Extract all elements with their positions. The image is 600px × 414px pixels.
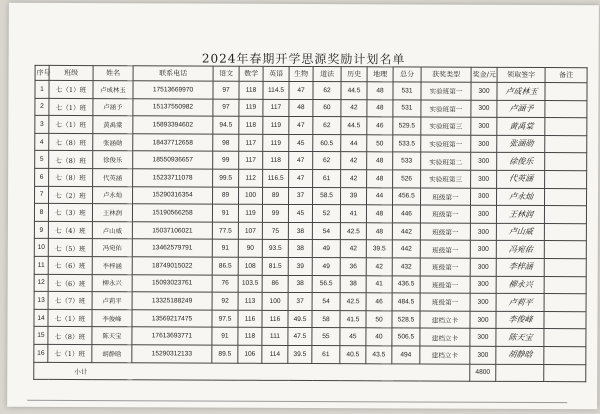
cell-class: 七（1）班 xyxy=(49,80,93,98)
cell-biology: 45 xyxy=(288,205,312,223)
cell-geography: 48 xyxy=(367,170,393,188)
cell-signature: 代英涵 xyxy=(495,170,546,188)
page-edge xyxy=(27,400,567,403)
cell-class: 七（1）班 xyxy=(49,98,93,116)
cell-index: 4 xyxy=(35,133,49,151)
cell-bonus: 300 xyxy=(471,100,497,118)
cell-total: 533 xyxy=(393,152,421,170)
cell-award-type: 班级第一 xyxy=(420,276,470,294)
cell-bonus: 300 xyxy=(470,241,496,259)
cell-phone: 15037106021 xyxy=(132,222,212,240)
header-geography: 地理 xyxy=(367,67,393,82)
cell-name: 卢成林玉 xyxy=(93,81,133,99)
cell-class: 七（1）班 xyxy=(48,309,92,327)
cell-history: 42.5 xyxy=(340,222,366,240)
cell-phone: 13325188249 xyxy=(132,292,212,310)
header-bonus: 奖金/元 xyxy=(471,67,497,82)
cell-geography: 48 xyxy=(367,152,393,170)
cell-geography: 46 xyxy=(367,117,393,135)
cell-name: 卢山威 xyxy=(92,221,132,239)
cell-class: 七（6）班 xyxy=(48,274,92,292)
cell-total: 529.5 xyxy=(393,117,421,135)
cell-morality-law: 58.5 xyxy=(313,187,341,205)
cell-biology: 38 xyxy=(288,275,312,293)
cell-phone: 17613693771 xyxy=(132,327,212,345)
cell-index: 5 xyxy=(35,151,49,169)
cell-morality-law: 60.5 xyxy=(313,134,341,152)
cell-chinese: 97.5 xyxy=(212,310,238,328)
cell-history: 44.5 xyxy=(341,82,367,100)
cell-award-type: 班级第一 xyxy=(420,293,470,311)
cell-phone: 13462579791 xyxy=(132,239,212,257)
cell-remarks xyxy=(544,206,586,224)
cell-award-type: 建档立卡 xyxy=(420,328,470,346)
cell-chinese: 91 xyxy=(212,327,238,345)
cell-history: 36 xyxy=(340,258,366,276)
cell-history: 39 xyxy=(341,187,367,205)
cell-english: 99 xyxy=(262,204,288,222)
cell-math: 113 xyxy=(238,292,262,310)
cell-math: 117 xyxy=(239,134,263,152)
cell-english: 118 xyxy=(263,152,289,170)
cell-signature: 张涵勋 xyxy=(495,135,546,153)
cell-morality-law: 49 xyxy=(312,257,340,275)
cell-award-type: 班级第一 xyxy=(421,188,471,206)
cell-biology: 48 xyxy=(289,99,313,117)
cell-total: 526 xyxy=(393,170,421,188)
cell-biology: 45 xyxy=(289,134,313,152)
cell-history: 41 xyxy=(340,205,366,223)
cell-english: 111 xyxy=(262,328,288,346)
award-table xyxy=(33,65,587,383)
cell-award-type: 实验班第一 xyxy=(421,100,471,118)
cell-math: 100 xyxy=(239,187,263,205)
cell-morality-law: 56.5 xyxy=(312,275,340,293)
cell-phone: 15093023761 xyxy=(132,274,212,292)
cell-bonus: 300 xyxy=(470,346,496,364)
cell-history: 42 xyxy=(341,170,367,188)
cell-bonus: 300 xyxy=(470,276,496,294)
cell-morality-law: 62 xyxy=(313,152,341,170)
cell-history: 42.5 xyxy=(340,293,366,311)
cell-geography: 42 xyxy=(366,258,392,276)
cell-name: 黄禹棠 xyxy=(93,116,133,134)
cell-morality-law: 52 xyxy=(312,205,340,223)
header-total: 总分 xyxy=(393,67,421,82)
cell-award-type: 班级第一 xyxy=(420,240,470,258)
cell-english: 89 xyxy=(263,187,289,205)
cell-phone: 15233711078 xyxy=(133,169,213,187)
cell-bonus: 300 xyxy=(471,153,497,171)
cell-biology: 47 xyxy=(289,81,313,99)
subtotal-label: 小计 xyxy=(34,362,470,381)
cell-signature: 卢涵予 xyxy=(496,100,547,118)
cell-total: 531 xyxy=(393,99,421,117)
cell-geography: 43.5 xyxy=(366,346,392,364)
cell-english: 114.5 xyxy=(263,81,289,99)
cell-class: 七（8）班 xyxy=(49,168,93,186)
cell-index: 3 xyxy=(35,116,49,134)
cell-geography: 48 xyxy=(367,82,393,100)
cell-award-type: 实验班第三 xyxy=(421,170,471,188)
cell-math: 116 xyxy=(238,310,262,328)
cell-remarks xyxy=(544,311,586,329)
cell-geography: 50 xyxy=(366,310,392,328)
cell-remarks xyxy=(545,118,587,136)
cell-history: 42 xyxy=(340,240,366,258)
cell-name: 冯宛佑 xyxy=(92,239,132,257)
cell-name: 徐俊乐 xyxy=(93,151,133,169)
cell-phone: 13569217475 xyxy=(132,309,212,327)
cell-remarks xyxy=(544,346,586,364)
cell-biology: 47 xyxy=(289,152,313,170)
cell-signature: 王林润 xyxy=(495,206,546,224)
cell-bonus: 300 xyxy=(471,82,497,100)
cell-signature: 黄禹棠 xyxy=(496,118,547,136)
cell-phone: 15137550982 xyxy=(133,98,213,116)
cell-history: 44 xyxy=(341,134,367,152)
cell-chinese: 97 xyxy=(213,81,239,99)
header-morality-law: 道法 xyxy=(313,67,341,82)
cell-history: 44.5 xyxy=(341,117,367,135)
cell-morality-law: 54 xyxy=(312,222,340,240)
cell-bonus: 300 xyxy=(471,135,497,153)
cell-class: 七（1）班 xyxy=(48,344,92,362)
cell-award-type: 实验班第三 xyxy=(421,117,471,135)
cell-math: 112 xyxy=(239,169,263,187)
cell-chinese: 89 xyxy=(213,187,239,205)
cell-phone: 15893394602 xyxy=(133,116,213,134)
cell-signature: 柳永兴 xyxy=(495,276,546,294)
cell-total: 456.5 xyxy=(393,187,421,205)
cell-english: 100 xyxy=(262,292,288,310)
cell-index: 1 xyxy=(35,80,49,98)
cell-signature: 李俊峰 xyxy=(495,311,546,329)
cell-biology: 49.5 xyxy=(288,310,312,328)
cell-total: 506.5 xyxy=(392,328,420,346)
cell-index: 14 xyxy=(34,309,48,327)
subtotal-row xyxy=(34,362,586,382)
cell-geography: 40 xyxy=(366,328,392,346)
cell-remarks xyxy=(545,135,587,153)
cell-signature: 卢成林玉 xyxy=(496,82,547,100)
header-name: 姓名 xyxy=(93,66,133,81)
cell-geography: 50 xyxy=(367,135,393,153)
cell-morality-law: 58 xyxy=(312,310,340,328)
cell-total: 531 xyxy=(393,82,421,100)
cell-english: 93.5 xyxy=(262,240,288,258)
cell-total: 494 xyxy=(392,346,420,364)
cell-signature: 徐俊乐 xyxy=(495,153,546,171)
cell-english: 119 xyxy=(263,117,289,135)
cell-total: 442 xyxy=(392,223,420,241)
cell-total: 442 xyxy=(392,240,420,258)
cell-index: 11 xyxy=(34,256,48,274)
cell-class: 七（4）班 xyxy=(48,221,92,239)
cell-math: 117 xyxy=(239,152,263,170)
cell-history: 45 xyxy=(340,328,366,346)
cell-chinese: 76 xyxy=(212,275,238,293)
cell-name: 卢永灿 xyxy=(93,186,133,204)
cell-english: 116 xyxy=(262,310,288,328)
cell-total: 484.5 xyxy=(392,293,420,311)
cell-phone: 15190566258 xyxy=(132,204,212,222)
cell-total: 446 xyxy=(392,205,420,223)
cell-bonus: 300 xyxy=(470,205,496,223)
cell-bonus: 300 xyxy=(471,117,497,135)
cell-biology: 47 xyxy=(289,169,313,187)
cell-english: 86 xyxy=(262,275,288,293)
cell-history: 38 xyxy=(340,275,366,293)
document-paper xyxy=(7,3,599,410)
cell-signature: 卢永灿 xyxy=(495,188,546,206)
cell-name: 张涵勋 xyxy=(93,133,133,151)
cell-name: 卢涵予 xyxy=(93,98,133,116)
cell-class: 七（8）班 xyxy=(48,327,92,345)
cell-award-type: 建档立卡 xyxy=(420,346,470,364)
cell-award-type: 班级第一 xyxy=(420,258,470,276)
cell-name: 柳永兴 xyxy=(92,274,132,292)
header-class: 班级 xyxy=(49,65,93,80)
cell-history: 40.5 xyxy=(340,346,366,364)
cell-remarks xyxy=(544,241,586,259)
cell-math: 118 xyxy=(238,328,262,346)
cell-biology: 39.5 xyxy=(288,345,312,363)
cell-award-type: 建档立卡 xyxy=(420,311,470,329)
cell-remarks xyxy=(544,276,586,294)
cell-class: 七（7）班 xyxy=(48,292,92,310)
cell-name: 卢莉平 xyxy=(92,292,132,310)
cell-math: 106 xyxy=(238,345,262,363)
cell-bonus: 300 xyxy=(471,188,497,206)
cell-index: 9 xyxy=(34,221,48,239)
cell-english: 116.5 xyxy=(263,169,289,187)
cell-remarks xyxy=(544,294,586,312)
cell-geography: 39.5 xyxy=(366,240,392,258)
cell-award-type: 实验班第一 xyxy=(421,135,471,153)
cell-geography: 48 xyxy=(367,99,393,117)
cell-name: 李梓涵 xyxy=(92,257,132,275)
cell-total: 533.5 xyxy=(393,135,421,153)
cell-award-type: 班级第一 xyxy=(420,205,470,223)
cell-phone: 18749015022 xyxy=(132,257,212,275)
cell-chinese: 97 xyxy=(213,99,239,117)
cell-remarks xyxy=(544,329,586,347)
cell-index: 16 xyxy=(34,344,48,362)
cell-morality-law: 61 xyxy=(312,345,340,363)
cell-history: 42 xyxy=(341,152,367,170)
cell-remarks xyxy=(545,171,587,189)
cell-chinese: 99 xyxy=(213,151,239,169)
cell-english: 119 xyxy=(263,134,289,152)
cell-index: 13 xyxy=(34,291,48,309)
cell-bonus: 300 xyxy=(470,223,496,241)
cell-index: 10 xyxy=(34,239,48,257)
cell-english: 81.5 xyxy=(262,257,288,275)
cell-total: 432 xyxy=(392,258,420,276)
cell-bonus: 300 xyxy=(470,311,496,329)
cell-remarks xyxy=(545,83,587,101)
cell-morality-law: 61 xyxy=(313,170,341,188)
cell-phone: 17513669970 xyxy=(133,81,213,99)
cell-morality-law: 54 xyxy=(312,293,340,311)
cell-award-type: 班级第一 xyxy=(420,223,470,241)
cell-chinese: 92 xyxy=(212,292,238,310)
cell-geography: 44 xyxy=(367,187,393,205)
cell-chinese: 77.5 xyxy=(212,222,238,240)
cell-math: 119 xyxy=(239,99,263,117)
cell-name: 代英涵 xyxy=(93,169,133,187)
cell-class: 七（1）班 xyxy=(49,116,93,134)
cell-signature: 陈天宝 xyxy=(495,329,546,347)
header-chinese: 语文 xyxy=(213,66,239,81)
cell-class: 七（2）班 xyxy=(49,186,93,204)
cell-signature: 李梓涵 xyxy=(495,258,546,276)
cell-biology: 37 xyxy=(288,293,312,311)
cell-name: 胡静晗 xyxy=(92,344,132,362)
cell-name: 王林润 xyxy=(92,204,132,222)
cell-remarks xyxy=(545,153,587,171)
cell-phone: 15290312133 xyxy=(132,345,212,363)
cell-signature: 卢莉平 xyxy=(495,293,546,311)
cell-chinese: 86.5 xyxy=(212,257,238,275)
cell-phone: 15290316354 xyxy=(133,186,213,204)
header-phone: 联系电话 xyxy=(133,66,213,81)
cell-biology: 38 xyxy=(288,240,312,258)
cell-math: 107 xyxy=(238,222,262,240)
cell-signature: 胡静晗 xyxy=(495,346,546,364)
cell-remarks xyxy=(544,258,586,276)
cell-chinese: 99.5 xyxy=(213,169,239,187)
cell-name: 陈天宝 xyxy=(92,327,132,345)
document-title: 2024年春期开学思源奖励计划名单 xyxy=(201,51,406,67)
header-remarks: 备注 xyxy=(545,68,587,83)
subtotal-signature xyxy=(496,364,544,382)
cell-morality-law: 49 xyxy=(312,240,340,258)
cell-math: 118 xyxy=(239,81,263,99)
header-history: 历史 xyxy=(341,67,367,82)
cell-bonus: 300 xyxy=(470,293,496,311)
cell-remarks xyxy=(545,188,587,206)
cell-phone: 18437712658 xyxy=(133,134,213,152)
cell-class: 七（6）班 xyxy=(48,256,92,274)
cell-chinese: 89.5 xyxy=(212,345,238,363)
cell-geography: 48 xyxy=(366,223,392,241)
cell-total: 528.5 xyxy=(392,311,420,329)
cell-geography: 46 xyxy=(366,293,392,311)
cell-biology: 47 xyxy=(289,117,313,135)
subtotal-amount: 4800 xyxy=(470,364,496,382)
cell-signature: 冯宛佑 xyxy=(495,241,546,259)
cell-phone: 18550936657 xyxy=(133,151,213,169)
cell-morality-law: 55 xyxy=(312,328,340,346)
header-award-type: 获奖类型 xyxy=(421,67,471,82)
header-math: 数学 xyxy=(239,66,263,81)
cell-chinese: 91 xyxy=(212,204,238,222)
cell-index: 7 xyxy=(35,186,49,204)
cell-award-type: 实验班第二 xyxy=(421,152,471,170)
cell-history: 42 xyxy=(341,99,367,117)
cell-chinese: 91 xyxy=(212,239,238,257)
cell-total: 436.5 xyxy=(392,275,420,293)
cell-bonus: 300 xyxy=(470,258,496,276)
cell-math: 103.5 xyxy=(238,275,262,293)
cell-geography: 48 xyxy=(366,205,392,223)
cell-class: 七（3）班 xyxy=(48,204,92,222)
cell-name: 李俊峰 xyxy=(92,309,132,327)
cell-signature: 卢山威 xyxy=(495,223,546,241)
cell-biology: 38 xyxy=(288,222,312,240)
cell-english: 117 xyxy=(263,99,289,117)
cell-bonus: 300 xyxy=(470,329,496,347)
cell-class: 七（5）班 xyxy=(48,239,92,257)
cell-index: 15 xyxy=(34,327,48,345)
cell-english: 75 xyxy=(262,222,288,240)
cell-morality-law: 60 xyxy=(313,99,341,117)
cell-biology: 47.5 xyxy=(288,328,312,346)
cell-history: 41.5 xyxy=(340,310,366,328)
cell-morality-law: 62 xyxy=(313,82,341,100)
header-index: 序号 xyxy=(35,65,49,80)
cell-math: 118 xyxy=(239,116,263,134)
cell-index: 8 xyxy=(34,203,48,221)
cell-biology: 37 xyxy=(289,187,313,205)
cell-math: 90 xyxy=(238,240,262,258)
cell-remarks xyxy=(544,223,586,241)
cell-chinese: 94.5 xyxy=(213,116,239,134)
cell-award-type: 实验班第一 xyxy=(421,82,471,100)
cell-remarks xyxy=(545,100,587,118)
cell-class: 七（8）班 xyxy=(49,151,93,169)
cell-bonus: 300 xyxy=(471,170,497,188)
subtotal-remarks xyxy=(544,364,586,382)
cell-math: 108 xyxy=(238,257,262,275)
cell-math: 119 xyxy=(238,204,262,222)
cell-geography: 41 xyxy=(366,275,392,293)
header-english: 英语 xyxy=(263,66,289,81)
cell-morality-law: 62 xyxy=(313,117,341,135)
cell-index: 2 xyxy=(35,98,49,116)
cell-chinese: 98 xyxy=(213,134,239,152)
cell-index: 12 xyxy=(34,274,48,292)
cell-english: 114 xyxy=(262,345,288,363)
header-biology: 生物 xyxy=(289,66,313,81)
cell-biology: 39 xyxy=(288,257,312,275)
cell-class: 七（8）班 xyxy=(49,133,93,151)
cell-index: 6 xyxy=(35,168,49,186)
header-signature: 领取签字 xyxy=(497,67,545,82)
